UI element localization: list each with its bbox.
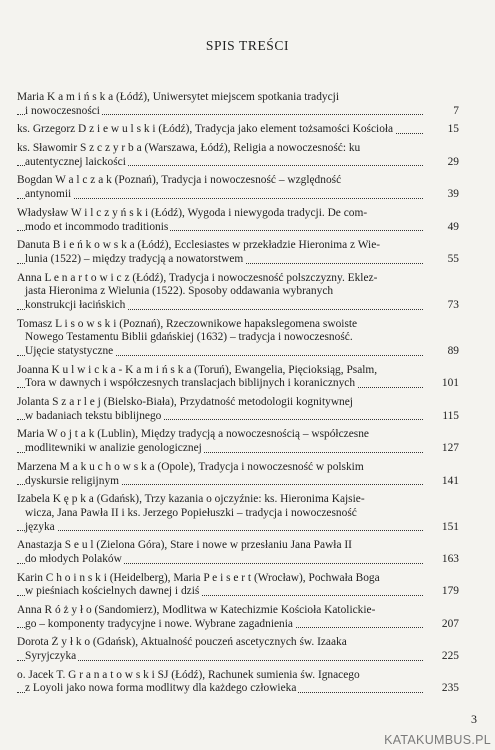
toc-entry-line [17,105,459,119]
toc-entry-text: Danuta B i e ń k o w s k a (Łódź), Ecclesiastes w przekładzie Hieronima z Wie- [17,239,381,252]
toc-entry-line [17,331,459,345]
toc-entry [17,207,459,234]
toc-entry-page: 127 [427,442,459,456]
toc-entry-page: 89 [427,345,459,359]
toc-entry-text: języka [25,520,55,533]
toc-entry-page: 55 [427,253,459,267]
toc-entry [17,174,459,201]
toc-entry-line [17,682,459,696]
toc-entry [17,669,459,696]
toc-entry-text: konstrukcji łacińskich [25,298,126,311]
table-of-contents [17,91,459,701]
toc-entry-line [17,410,459,424]
toc-entry-text: do młodych Polaków [25,552,122,565]
toc-entry-text: w pieśniach kościelnych dawnej i dziś [25,585,200,598]
toc-entry [17,123,459,137]
toc-entry-line [17,123,459,137]
toc-entry-line [17,364,459,378]
toc-entry-line [17,493,459,507]
toc-entry-text: ks. Sławomir S z c z y r b a (Warszawa, Łódź), Religia a nowoczesność: ku [17,142,361,155]
toc-entry [17,428,459,455]
toc-entry [17,572,459,599]
toc-entry-text: i nowoczesności [25,104,100,117]
toc-entry-line [17,618,459,632]
toc-entry [17,364,459,391]
toc-entry-text: Joanna K u l w i c k a - K a m i ń s k a (Toruń), Ewangelia, Pięcioksiąg, Psalm, [17,363,378,376]
toc-entry [17,91,459,118]
toc-entry-line [17,285,459,299]
toc-entry-line [17,174,459,188]
toc-entry-page: 207 [427,618,459,632]
toc-entry-text: o. Jacek T. G r a n a t o w s k i SJ (Łódź), Rachunek sumienia św. Ignacego [17,668,360,681]
toc-entry-text: Marzena M a k u c h o w s k a (Opole), Tradycja i nowoczesność w polskim [17,460,364,473]
toc-entry-line [17,188,459,202]
toc-entry-text: modlitewniki w analizie genologicznej [25,442,202,455]
toc-entry-text: Ujęcie statystyczne [25,345,114,357]
toc-entry-text: antynomii [25,188,72,201]
toc-entry-line [17,521,459,535]
toc-entry [17,318,459,359]
toc-entry-text: Izabela K ę p k a (Gdańsk), Trzy kazania o ojczyźnie: ks. Hieronima Kajsie- [17,493,365,506]
toc-entry-text: modo et incommodo traditionis [25,220,169,233]
toc-entry-line [17,272,459,286]
toc-entry-line [17,318,459,332]
toc-entry-text: go – komponenty tradycyjne i nowe. Wybrane zagadnienia [25,617,293,630]
toc-entry-line [17,221,459,235]
toc-entry-line [17,572,459,586]
toc-entry-text: Bogdan W a l c z a k (Poznań), Tradycja i nowoczesność – względność [17,174,342,187]
toc-entry-text: Anastazja S e u l (Zielona Góra), Stare i nowe w przesłaniu Jana Pawła II [17,539,352,552]
page-number: 3 [471,712,477,726]
toc-entry-text: Dorota Ż y ł k o (Gdańsk), Aktualność pouczeń ascetycznych św. Izaaka [17,636,347,649]
toc-entry-line [17,553,459,567]
toc-entry-text: Maria W o j t a k (Lublin), Między tradycją a nowoczesnością – współczesne [17,428,369,441]
toc-entry-text: w badaniach tekstu biblijnego [25,409,162,422]
toc-entry-text: z Loyoli jako nowa forma modlitwy dla każdego człowieka [25,682,297,695]
toc-entry-page: 179 [427,585,459,599]
toc-entry-line [17,142,459,156]
toc-entry-line [17,396,459,410]
toc-entry [17,396,459,423]
toc-entry-page: 225 [427,650,459,664]
toc-entry-line [17,299,459,313]
toc-entry-text: jasta Hieronima z Wielunia (1522). Sposoby oddawania wybranych [25,285,334,298]
toc-entry-line [17,461,459,475]
toc-entry [17,539,459,566]
toc-entry [17,636,459,663]
toc-entry-text: Tomasz L i s o w s k i (Poznań), Rzeczownikowe hapakslegomena swoiste [17,317,358,330]
toc-entry-line [17,442,459,456]
toc-entry-text: Tora w dawnych i współczesnych translacjach biblijnych i koranicznych [25,377,356,390]
toc-entry-line [17,377,459,391]
toc-entry-page: 115 [427,410,459,424]
entry-spacer [17,696,459,701]
toc-entry-line [17,91,459,105]
toc-entry-line [17,650,459,664]
toc-entry-line [17,345,459,359]
toc-entry-text: Władysław W i l c z y ń s k i (Łódź), Wygoda i niewygoda tradycji. De com- [17,206,368,219]
toc-entry-text: Syryjczyka [25,650,77,663]
toc-entry-page: 49 [427,221,459,235]
toc-entry-page: 235 [427,682,459,696]
toc-entry-page: 15 [427,123,459,137]
toc-entry-text: Jolanta S z a r l e j (Bielsko-Biała), Przydatność metodologii kognitywnej [17,396,353,409]
toc-entry-text: Maria K a m i ń s k a (Łódź), Uniwersytet miejscem spotkania tradycji [17,91,340,103]
toc-entry-line [17,428,459,442]
toc-entry [17,604,459,631]
toc-entry-text: Nowego Testamentu Biblii gdańskiej (1632) – tradycja i nowoczesność. [25,331,353,344]
toc-entry-line [17,636,459,650]
toc-entry [17,493,459,534]
toc-entry-text: Anna L e n a r t o w i c z (Łódź), Tradycja i nowoczesność polszczyzny. Eklez- [17,271,378,284]
toc-entry-page: 163 [427,553,459,567]
toc-entry-page: 151 [427,521,459,535]
toc-entry [17,142,459,169]
toc-entry [17,461,459,488]
toc-entry-line [17,604,459,618]
toc-entry-line [17,253,459,267]
toc-entry-page: 39 [427,188,459,202]
toc-entry-line [17,539,459,553]
toc-entry-line [17,207,459,221]
toc-entry-line [17,669,459,683]
toc-entry-line [17,585,459,599]
toc-entry-text: wicza, Jana Pawła II i ks. Jerzego Popiełuszki – tradycja i nowoczesność [25,506,357,519]
toc-entry-page: 7 [427,105,459,119]
toc-entry-line [17,156,459,170]
toc-entry-page: 73 [427,299,459,313]
toc-entry-page: 141 [427,475,459,489]
toc-entry [17,239,459,266]
toc-entry-line [17,475,459,489]
toc-entry-text: autentycznej laickości [25,155,126,168]
toc-entry-text: Karin C h o i n s k i (Heidelberg), Maria P e i s e r t (Wrocław), Pochwała Boga [17,571,380,584]
toc-entry-line [17,507,459,521]
page-title: SPIS TREŚCI [205,38,290,53]
toc-entry-line [17,239,459,253]
toc-entry-page: 101 [427,377,459,391]
toc-entry [17,272,459,313]
toc-entry-text: lunia (1522) – między tradycją a nowatorstwem [25,252,244,265]
toc-entry-text: ks. Grzegorz D z i e w u l s k i (Łódź), Tradycja jako element tożsamości Kościoła [17,123,394,136]
toc-entry-text: dyskursie religijnym [25,474,119,487]
toc-entry-page: 29 [427,156,459,170]
toc-entry-text: Anna R ó ż y ł o (Sandomierz), Modlitwa w Katechizmie Kościoła Katolickie- [17,604,376,616]
watermark: KATAKUMBUS.PL [384,733,491,747]
